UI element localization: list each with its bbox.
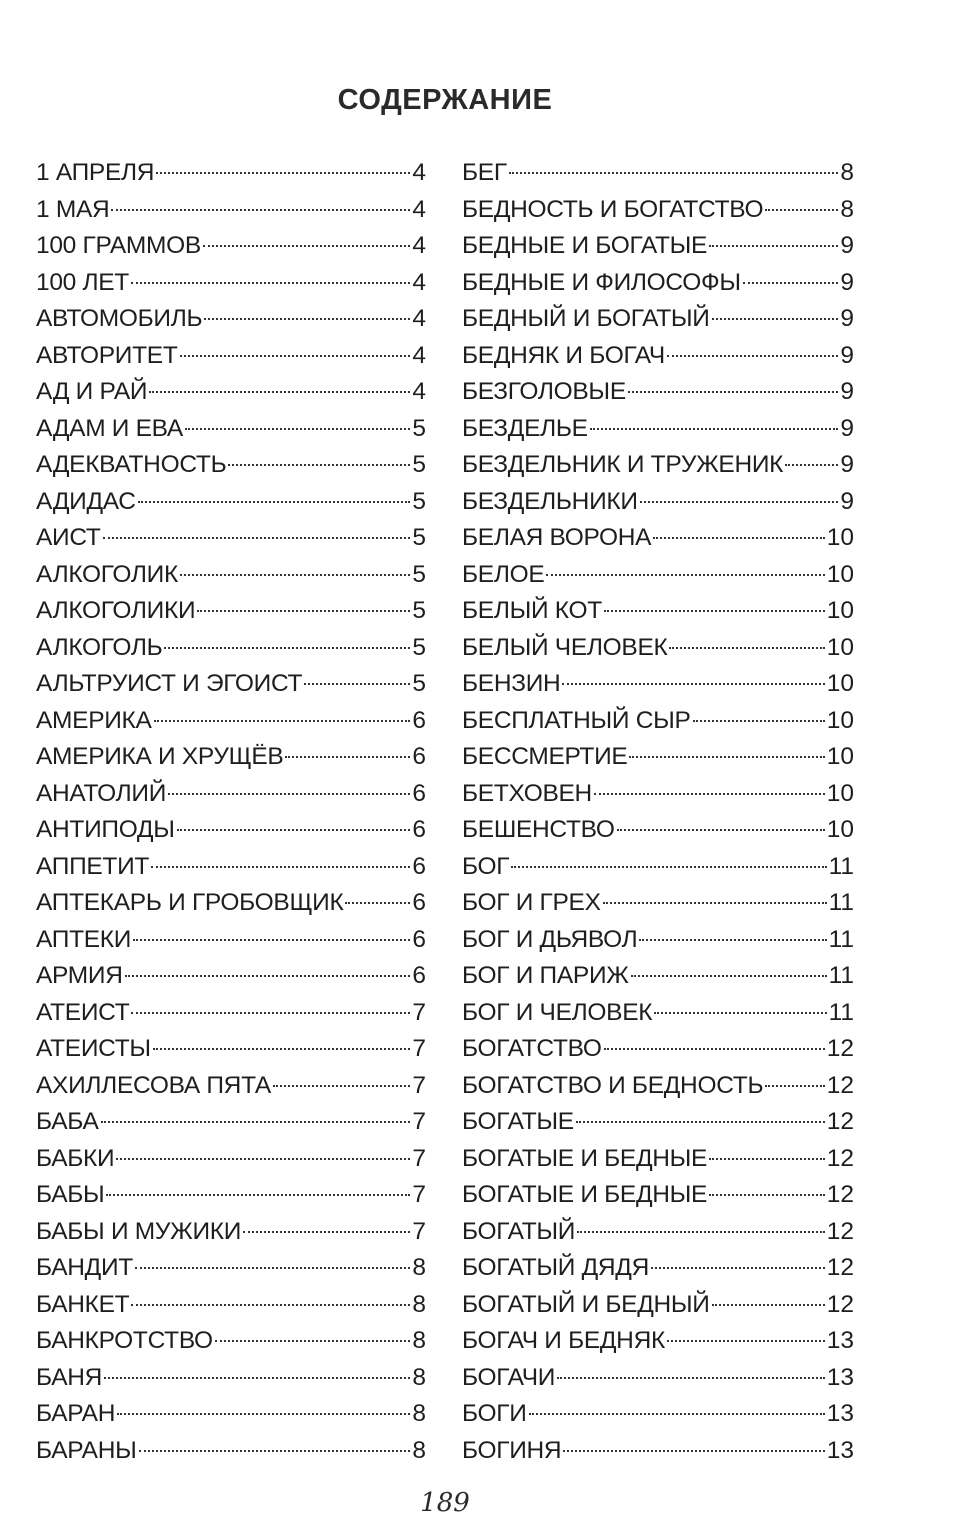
toc-entry-term: БЕДНОСТЬ И БОГАТСТВО	[462, 195, 764, 223]
dot-leader	[117, 1413, 410, 1415]
dot-leader	[590, 428, 839, 430]
dot-leader	[709, 1194, 825, 1196]
dot-leader	[669, 647, 824, 649]
toc-entry-term: АТЕИСТЫ	[36, 1035, 151, 1062]
toc-entry-term: АДИДАС	[36, 487, 136, 515]
toc-entry-term: БЕЛЫЙ ЧЕЛОВЕК	[462, 633, 668, 661]
dot-leader	[557, 1377, 825, 1379]
toc-entry-term: БОГИНЯ	[462, 1436, 562, 1464]
toc-entry-page: 5	[412, 633, 426, 661]
toc-entry-page: 8	[840, 195, 854, 223]
toc-entry-page: 8	[412, 1327, 426, 1354]
toc-entry-page: 7	[412, 1071, 426, 1099]
toc-entry-page: 4	[412, 268, 426, 296]
toc-entry	[36, 1068, 426, 1105]
toc-entry	[462, 301, 854, 338]
toc-entry-page: 8	[412, 1400, 426, 1427]
dot-leader	[653, 537, 825, 539]
toc-entry	[462, 557, 854, 594]
toc-entry-page: 12	[826, 1217, 854, 1245]
dot-leader	[765, 209, 838, 211]
toc-entry	[36, 1141, 426, 1178]
dot-leader	[628, 391, 839, 393]
dot-leader	[106, 1194, 410, 1196]
toc-entry-term: БАРАН	[36, 1400, 116, 1427]
dot-leader	[562, 683, 824, 685]
toc-entry	[462, 265, 854, 302]
toc-entry-page: 4	[412, 232, 426, 259]
toc-entry-page: 12	[826, 1254, 854, 1281]
toc-entry-page: 4	[412, 195, 426, 223]
toc-entry	[462, 228, 854, 265]
toc-entry-page: 11	[828, 962, 854, 989]
toc-entry-page: 8	[412, 1254, 426, 1281]
toc-entry-term: БЕЗДЕЛЬЕ	[462, 414, 588, 442]
toc-entry-term: БОГ И ГРЕХ	[462, 889, 601, 916]
toc-entry	[462, 1214, 854, 1251]
toc-entry-page: 8	[412, 1290, 426, 1318]
toc-entry-term: БАБЫ	[36, 1181, 105, 1208]
toc-entry-term: БОГ	[462, 852, 510, 880]
toc-entry	[462, 776, 854, 813]
dot-leader	[103, 537, 411, 539]
dot-leader	[133, 939, 410, 941]
toc-entry-term: 1 МАЯ	[36, 195, 110, 223]
dot-leader	[651, 1267, 825, 1269]
toc-entry	[36, 411, 426, 448]
toc-entry-term: БОГАТЫЕ И БЕДНЫЕ	[462, 1144, 708, 1172]
toc-entry	[36, 739, 426, 776]
toc-entry	[36, 228, 426, 265]
toc-entry	[462, 1068, 854, 1105]
toc-entry	[462, 374, 854, 411]
dot-leader	[153, 1048, 411, 1050]
toc-entry-page: 6	[412, 779, 426, 807]
toc-entry-page: 8	[412, 1436, 426, 1464]
dot-leader	[111, 209, 410, 211]
toc-entry	[462, 630, 854, 667]
toc-entry	[36, 484, 426, 521]
dot-leader	[667, 1340, 825, 1342]
toc-entry-page: 6	[412, 816, 426, 843]
toc-entry-page: 11	[828, 925, 854, 953]
toc-entry	[36, 301, 426, 338]
toc-entry	[462, 958, 854, 995]
toc-entry	[36, 1250, 426, 1287]
toc-entry-page: 4	[412, 305, 426, 332]
toc-entry-term: АВТОМОБИЛЬ	[36, 305, 203, 332]
dot-leader	[177, 829, 411, 831]
toc-entry	[36, 1396, 426, 1433]
toc-entry-term: БЕЗГОЛОВЫЕ	[462, 378, 626, 405]
toc-entry-term: БЕЛОЕ	[462, 560, 545, 588]
toc-entry	[36, 630, 426, 667]
toc-entry-term: БЕГ	[462, 159, 507, 186]
dot-leader	[617, 829, 825, 831]
toc-entry-term: БОГАТЫЙ	[462, 1217, 576, 1245]
toc-entry	[36, 1177, 426, 1214]
dot-leader	[765, 1085, 825, 1087]
toc-entry-page: 5	[412, 670, 426, 697]
dot-leader	[151, 866, 410, 868]
dot-leader	[693, 720, 825, 722]
toc-entry	[36, 155, 426, 192]
dot-leader	[639, 939, 826, 941]
toc-entry-term: БЕТХОВЕН	[462, 779, 592, 807]
toc-entry-page: 6	[412, 925, 426, 953]
dot-leader	[667, 355, 838, 357]
toc-entry-page: 9	[840, 378, 854, 405]
dot-leader	[629, 756, 824, 758]
toc-entry	[36, 192, 426, 229]
toc-entry-term: АТЕИСТ	[36, 998, 130, 1026]
toc-entry-page: 8	[840, 159, 854, 186]
toc-entry-term: БАРАНЫ	[36, 1436, 137, 1464]
toc-entry	[462, 1433, 854, 1470]
toc-entry-term: БОГАТЫЙ ДЯДЯ	[462, 1254, 649, 1281]
dot-leader	[154, 720, 411, 722]
toc-entry	[36, 593, 426, 630]
toc-entry-page: 10	[826, 597, 854, 624]
toc-entry-term: БАНКРОТСТВО	[36, 1327, 213, 1354]
toc-entry-term: БЕДНЫЕ И БОГАТЫЕ	[462, 232, 708, 259]
toc-entry-page: 6	[412, 889, 426, 916]
toc-entry-term: АЛКОГОЛИКИ	[36, 597, 196, 624]
toc-entry-page: 5	[412, 414, 426, 442]
toc-entry-term: АД И РАЙ	[36, 378, 148, 405]
dot-leader	[712, 1304, 825, 1306]
toc-entry	[462, 1360, 854, 1397]
toc-entry	[36, 885, 426, 922]
dot-leader	[304, 683, 410, 685]
toc-entry	[462, 1104, 854, 1141]
toc-entry-term: 100 ЛЕТ	[36, 268, 129, 296]
dot-leader	[640, 501, 839, 503]
toc-entry-term: 1 АПРЕЛЯ	[36, 159, 155, 186]
dot-leader	[215, 1340, 411, 1342]
toc-entry-page: 7	[412, 1144, 426, 1172]
toc-entry	[462, 1250, 854, 1287]
toc-entry	[462, 885, 854, 922]
dot-leader	[712, 318, 839, 320]
toc-entry	[36, 557, 426, 594]
toc-entry	[36, 374, 426, 411]
toc-entry-page: 7	[412, 1181, 426, 1208]
dot-leader	[139, 1450, 411, 1452]
toc-entry	[36, 703, 426, 740]
toc-entry-page: 10	[826, 743, 854, 770]
dot-leader	[131, 282, 410, 284]
toc-entry-page: 8	[412, 1363, 426, 1391]
toc-right-column	[462, 155, 854, 1469]
toc-entry	[36, 1360, 426, 1397]
toc-entry-page: 9	[840, 232, 854, 259]
toc-entry-term: БЕЛАЯ ВОРОНА	[462, 524, 652, 551]
toc-entry-page: 11	[828, 889, 854, 916]
toc-entry-page: 10	[826, 779, 854, 807]
dot-leader	[576, 1121, 825, 1123]
toc-entry-term: БЕШЕНСТВО	[462, 816, 615, 843]
toc-entry	[462, 1323, 854, 1360]
toc-entry-term: БОГАТЫЙ И БЕДНЫЙ	[462, 1290, 710, 1318]
toc-entry	[462, 1287, 854, 1324]
toc-entry-page: 9	[840, 268, 854, 296]
toc-entry-page: 10	[826, 816, 854, 843]
dot-leader	[203, 245, 410, 247]
toc-entry-page: 7	[412, 1035, 426, 1062]
toc-entry-term: БАНЯ	[36, 1363, 103, 1391]
toc-entry	[36, 922, 426, 959]
toc-entry-page: 4	[412, 341, 426, 369]
toc-entry-page: 5	[412, 451, 426, 478]
dot-leader	[529, 1413, 825, 1415]
toc-entry	[462, 812, 854, 849]
dot-leader	[185, 428, 410, 430]
toc-entry-page: 9	[840, 414, 854, 442]
toc-entry-term: АВТОРИТЕТ	[36, 341, 178, 369]
dot-leader	[785, 464, 838, 466]
toc-entry-page: 7	[412, 998, 426, 1026]
toc-entry-term: БЕЛЫЙ КОТ	[462, 597, 602, 624]
toc-entry	[36, 338, 426, 375]
toc-entry-page: 13	[826, 1363, 854, 1391]
dot-leader	[285, 756, 410, 758]
toc-entry	[36, 1433, 426, 1470]
dot-leader	[228, 464, 410, 466]
toc-entry	[36, 849, 426, 886]
toc-entry-page: 10	[826, 633, 854, 661]
toc-entry	[462, 155, 854, 192]
toc-entry-page: 11	[828, 852, 854, 880]
toc-entry-term: БАБКИ	[36, 1144, 115, 1172]
toc-entry-page: 5	[412, 487, 426, 515]
toc-entry-term: БОГАТСТВО	[462, 1035, 602, 1062]
toc-entry	[462, 995, 854, 1032]
toc-entry	[462, 447, 854, 484]
toc-entry-term: БЕСПЛАТНЫЙ СЫР	[462, 706, 691, 734]
toc-entry-page: 5	[412, 560, 426, 588]
dot-leader	[149, 391, 410, 393]
toc-entry	[36, 995, 426, 1032]
dot-leader	[164, 647, 410, 649]
toc-entry-page: 12	[826, 1290, 854, 1318]
toc-entry	[36, 958, 426, 995]
toc-entry	[462, 484, 854, 521]
dot-leader	[204, 318, 410, 320]
toc-entry-term: АРМИЯ	[36, 962, 123, 989]
dot-leader	[594, 793, 825, 795]
toc-entry-page: 12	[826, 1071, 854, 1099]
toc-entry-term: БОГАЧИ	[462, 1363, 556, 1391]
toc-entry-term: АХИЛЛЕСОВА ПЯТА	[36, 1071, 271, 1099]
toc-entry-page: 9	[840, 451, 854, 478]
toc-entry-term: АМЕРИКА	[36, 706, 152, 734]
toc-entry-page: 9	[840, 487, 854, 515]
toc-entry-term: БОГ И ДЬЯВОЛ	[462, 925, 638, 953]
toc-entry-page: 5	[412, 597, 426, 624]
dot-leader	[156, 172, 410, 174]
toc-entry	[462, 338, 854, 375]
toc-entry	[462, 520, 854, 557]
dot-leader	[116, 1158, 410, 1160]
page-number: 189	[420, 1488, 470, 1518]
toc-entry	[36, 812, 426, 849]
toc-entry-page: 4	[412, 378, 426, 405]
dot-leader	[131, 1012, 410, 1014]
toc-entry-term: АМЕРИКА И ХРУЩЁВ	[36, 743, 284, 770]
toc-entry-page: 9	[840, 305, 854, 332]
toc-entry	[36, 1323, 426, 1360]
toc-entry	[462, 1031, 854, 1068]
dot-leader	[273, 1085, 410, 1087]
toc-entry-term: БАНКЕТ	[36, 1290, 130, 1318]
toc-entry	[462, 703, 854, 740]
toc-entry-term: БОГИ	[462, 1400, 527, 1427]
toc-entry-term: БЕЗДЕЛЬНИК И ТРУЖЕНИК	[462, 451, 784, 478]
dot-leader	[135, 1267, 410, 1269]
toc-entry	[36, 1031, 426, 1068]
toc-entry-page: 13	[826, 1400, 854, 1427]
toc-entry-term: БОГ И ПАРИЖ	[462, 962, 629, 989]
toc-entry-term: АНАТОЛИЙ	[36, 779, 167, 807]
toc-entry-term: АППЕТИТ	[36, 852, 150, 880]
dot-leader	[604, 610, 825, 612]
toc-entry-page: 12	[826, 1108, 854, 1135]
toc-entry-page: 4	[412, 159, 426, 186]
toc-entry	[36, 520, 426, 557]
dot-leader	[101, 1121, 411, 1123]
toc-entry-term: АПТЕКИ	[36, 925, 132, 953]
dot-leader	[138, 501, 411, 503]
toc-entry	[462, 411, 854, 448]
toc-entry-page: 12	[826, 1035, 854, 1062]
dot-leader	[604, 1048, 825, 1050]
toc-entry-page: 10	[826, 560, 854, 588]
toc-entry-page: 6	[412, 743, 426, 770]
toc-entry-term: АЛКОГОЛИК	[36, 560, 178, 588]
dot-leader	[511, 866, 826, 868]
toc-entry	[36, 1214, 426, 1251]
toc-entry-term: БЕЗДЕЛЬНИКИ	[462, 487, 638, 515]
dot-leader	[345, 902, 410, 904]
toc-entry-term: БЕССМЕРТИЕ	[462, 743, 628, 770]
toc-entry	[462, 1396, 854, 1433]
toc-entry-page: 6	[412, 706, 426, 734]
toc-entry-page: 11	[828, 998, 854, 1026]
toc-entry-page: 12	[826, 1144, 854, 1172]
toc-entry-term: БОГАЧ И БЕДНЯК	[462, 1327, 665, 1354]
dot-leader	[563, 1450, 824, 1452]
dot-leader	[631, 975, 827, 977]
dot-leader	[546, 574, 824, 576]
toc-entry-term: АДЕКВАТНОСТЬ	[36, 451, 227, 478]
toc-entry-term: АИСТ	[36, 524, 101, 551]
toc-entry-term: АПТЕКАРЬ И ГРОБОВЩИК	[36, 889, 344, 916]
toc-entry	[462, 192, 854, 229]
dot-leader	[197, 610, 410, 612]
toc-entry-term: БЕДНЫЕ И ФИЛОСОФЫ	[462, 268, 741, 296]
dot-leader	[168, 793, 410, 795]
toc-entry	[36, 666, 426, 703]
toc-entry-term: АНТИПОДЫ	[36, 816, 175, 843]
toc-entry-term: АЛКОГОЛЬ	[36, 633, 163, 661]
toc-entry	[36, 1287, 426, 1324]
toc-entry	[462, 922, 854, 959]
toc-entry-page: 10	[826, 670, 854, 697]
toc-entry	[36, 265, 426, 302]
dot-leader	[603, 902, 827, 904]
toc-entry	[462, 1141, 854, 1178]
toc-entry	[462, 1177, 854, 1214]
dot-leader	[125, 975, 411, 977]
toc-entry-term: БЕДНЫЙ И БОГАТЫЙ	[462, 305, 710, 332]
toc-entry	[462, 666, 854, 703]
toc-entry-page: 5	[412, 524, 426, 551]
toc-entry	[36, 447, 426, 484]
toc-entry-page: 13	[826, 1327, 854, 1354]
toc-entry-page: 13	[826, 1436, 854, 1464]
toc-left-column	[36, 155, 426, 1469]
dot-leader	[743, 282, 839, 284]
toc-entry	[36, 1104, 426, 1141]
toc-entry	[462, 849, 854, 886]
toc-entry	[462, 593, 854, 630]
toc-entry-term: АДАМ И ЕВА	[36, 414, 183, 442]
dot-leader	[709, 245, 838, 247]
toc-entry	[462, 739, 854, 776]
toc-entry-term: БЕНЗИН	[462, 670, 561, 697]
toc-entry-term: БОГ И ЧЕЛОВЕК	[462, 998, 653, 1026]
toc-entry-term: БОГАТСТВО И БЕДНОСТЬ	[462, 1071, 764, 1099]
toc-entry-term: БОГАТЫЕ	[462, 1108, 574, 1135]
toc-entry-term: БОГАТЫЕ И БЕДНЫЕ	[462, 1181, 708, 1208]
page-title: СОДЕРЖАНИЕ	[337, 84, 553, 116]
dot-leader	[709, 1158, 825, 1160]
toc-entry-term: БАНДИТ	[36, 1254, 133, 1281]
toc-entry-term: БЕДНЯК И БОГАЧ	[462, 341, 665, 369]
toc-entry	[36, 776, 426, 813]
dot-leader	[654, 1012, 826, 1014]
toc-entry-page: 7	[412, 1217, 426, 1245]
toc-entry-term: АЛЬТРУИСТ И ЭГОИСТ	[36, 670, 303, 697]
toc-entry-term: БАБА	[36, 1108, 99, 1135]
toc-entry-page: 12	[826, 1181, 854, 1208]
toc-entry-term: 100 ГРАММОВ	[36, 232, 201, 259]
toc-entry-page: 9	[840, 341, 854, 369]
dot-leader	[243, 1231, 410, 1233]
toc-entry-page: 6	[412, 852, 426, 880]
dot-leader	[104, 1377, 410, 1379]
dot-leader	[131, 1304, 410, 1306]
dot-leader	[180, 574, 410, 576]
toc-entry-page: 10	[826, 706, 854, 734]
dot-leader	[509, 172, 839, 174]
dot-leader	[577, 1231, 825, 1233]
dot-leader	[180, 355, 411, 357]
toc-entry-page: 6	[412, 962, 426, 989]
toc-entry-page: 7	[412, 1108, 426, 1135]
toc-entry-page: 10	[826, 524, 854, 551]
toc-entry-term: БАБЫ И МУЖИКИ	[36, 1217, 242, 1245]
